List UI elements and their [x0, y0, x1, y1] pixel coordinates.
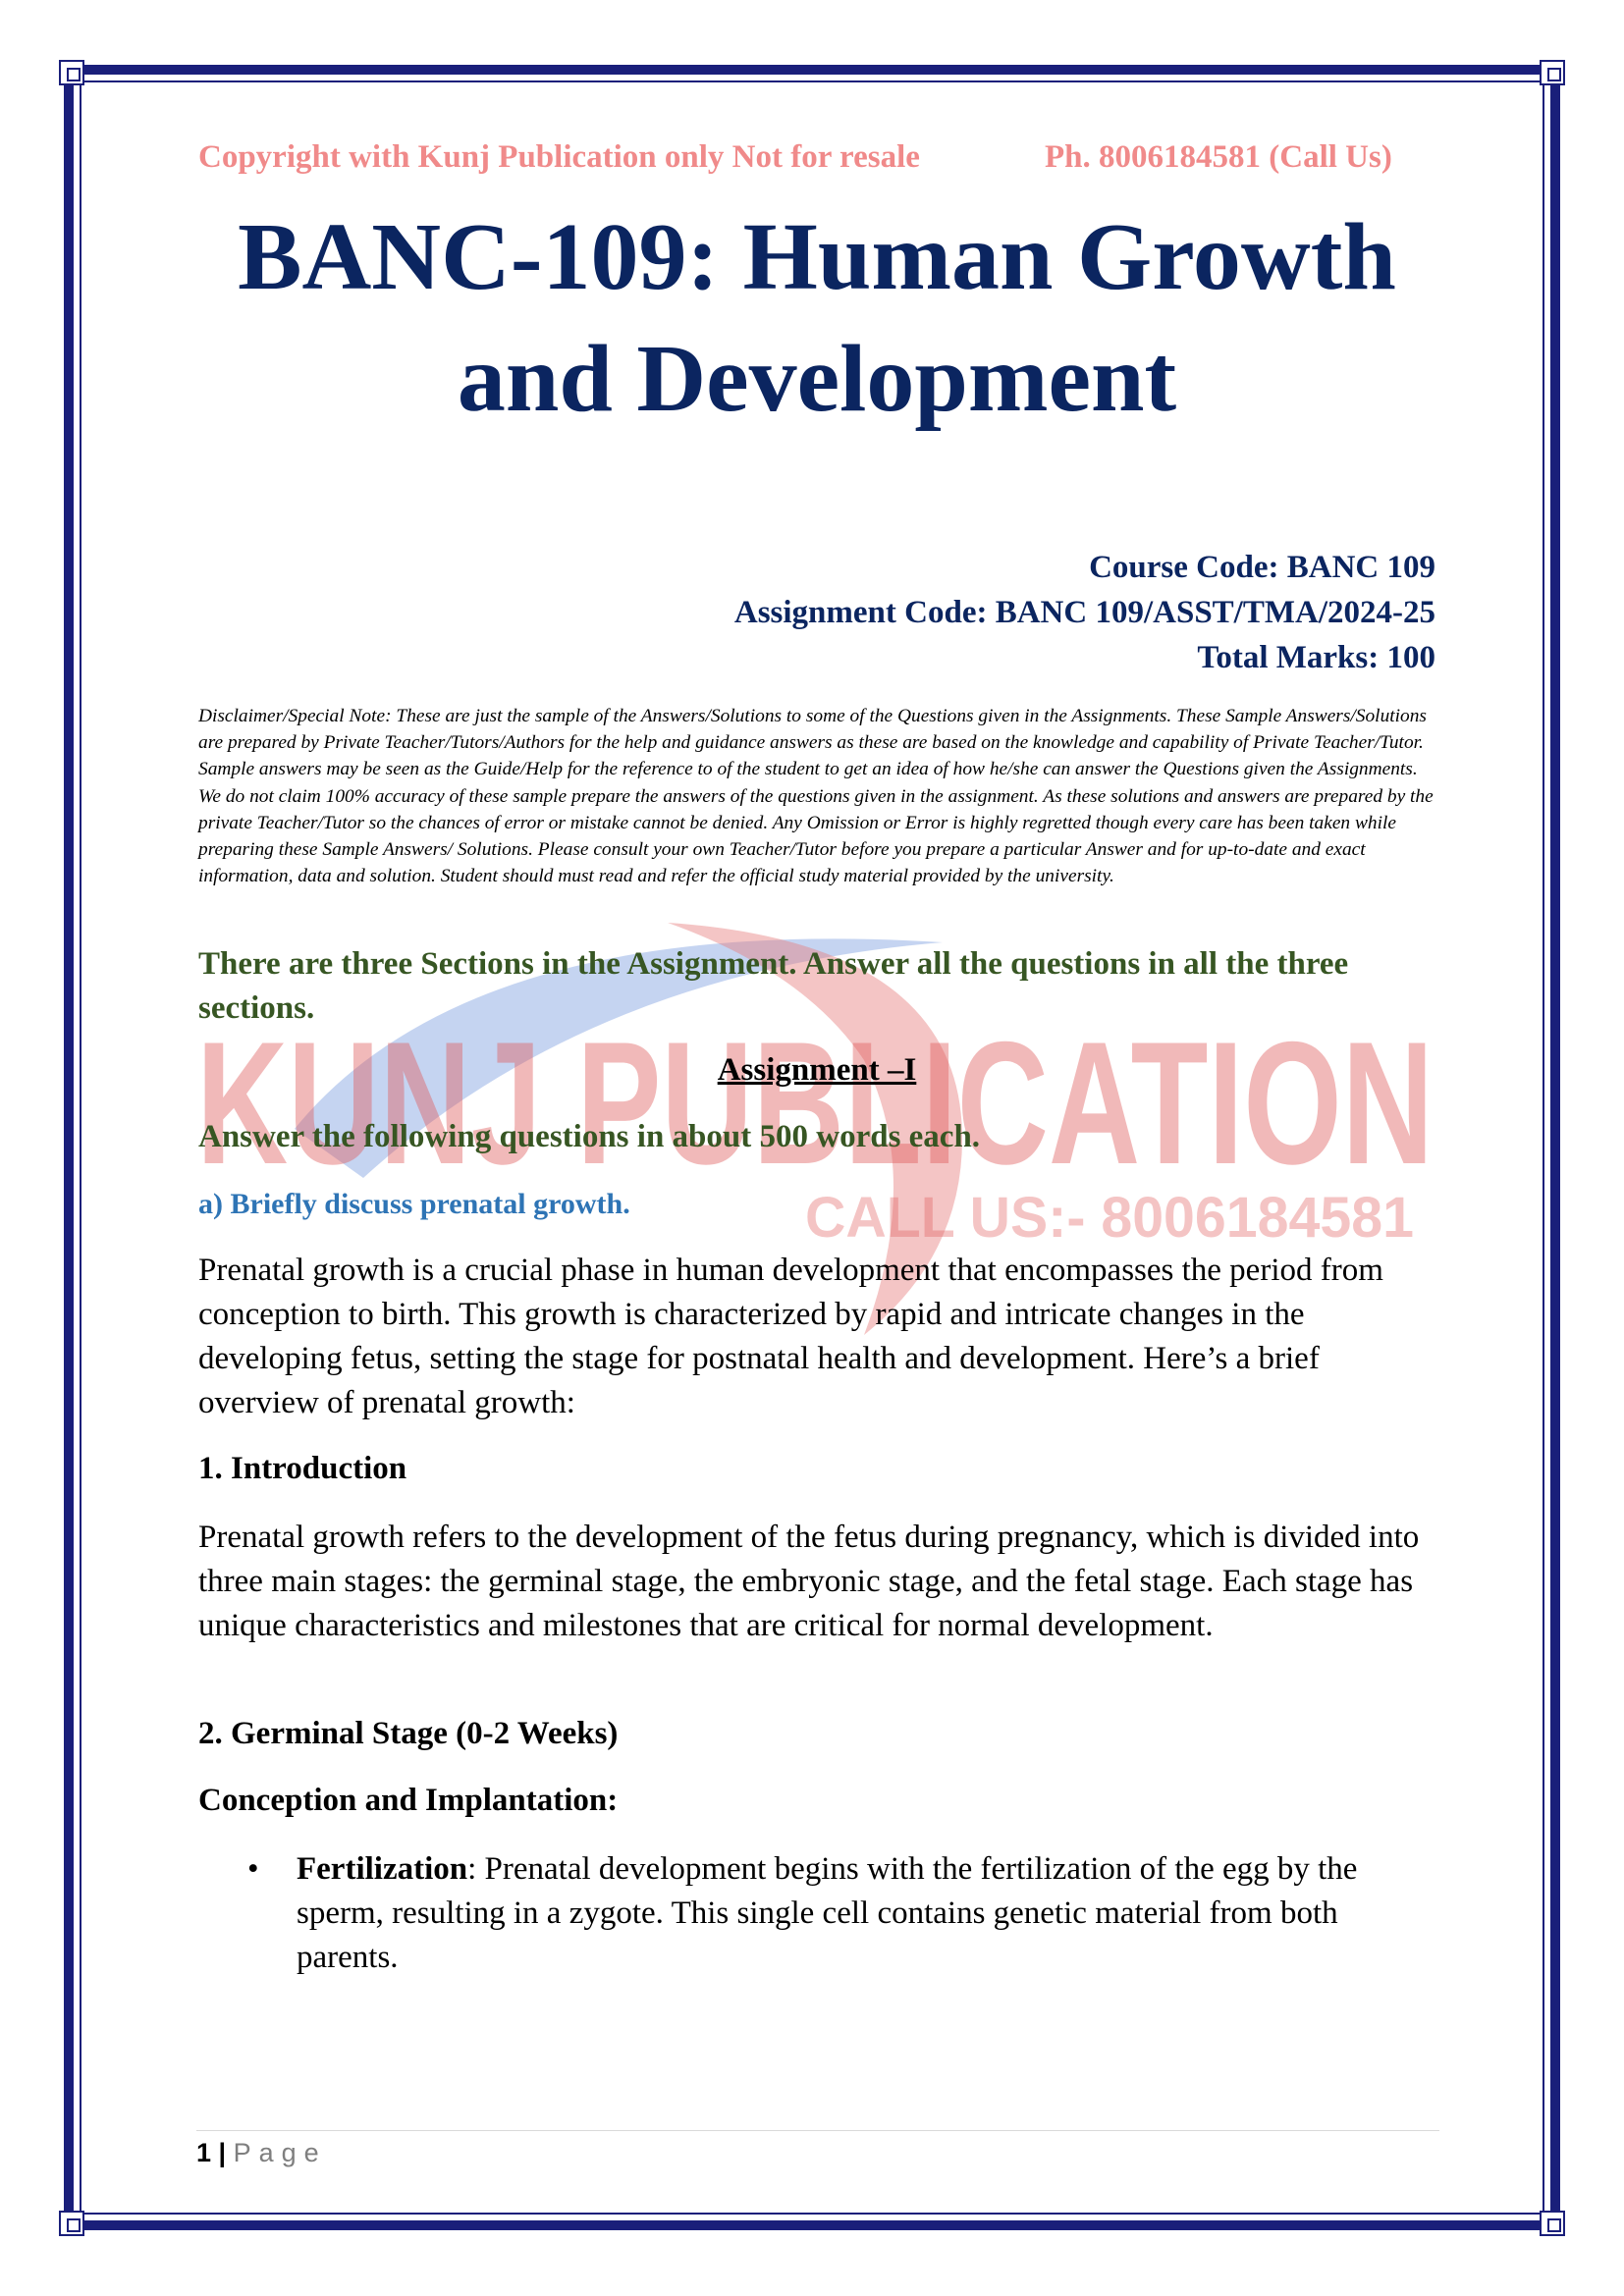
footer-divider	[196, 2130, 1439, 2131]
page-title	[198, 196, 1435, 440]
assignment-heading: Assignment –I	[717, 1052, 917, 1088]
bullet-text: : Prenatal development begins with the fertilization of the egg by the sperm, resulting in a zygote. This single cell contains genetic material from both parents.	[297, 1851, 1358, 1975]
page-label: Page	[233, 2138, 327, 2167]
corner-ornament-top-left	[59, 60, 84, 85]
bullet-marker: •	[247, 1851, 259, 1887]
page-number: 1	[196, 2138, 212, 2167]
section-1-paragraph: Prenatal growth refers to the development of the fetus during pregnancy, which is divided into three main stages: the germinal stage, the embryonic stage, and the fetal stage. Each stage has unique characteristics and milestones that are critical for normal development.	[198, 1520, 1420, 1643]
title-line-2: and Development	[457, 326, 1177, 432]
corner-ornament-top-right	[1540, 60, 1565, 85]
page-footer	[196, 2138, 327, 2168]
section-2-subheading: Conception and Implantation:	[198, 1783, 619, 1818]
question-a: a) Briefly discuss prenatal growth.	[198, 1188, 630, 1220]
intro-paragraph: Prenatal growth is a crucial phase in human development that encompasses the period from conception to birth. This growth is characterized by rapid and intricate changes in the developing fetus, setting the stage for postnatal health and development. Here’s a brief overview of prenatal growth:	[198, 1253, 1383, 1420]
title-line-1: BANC-109: Human Growth	[238, 204, 1396, 310]
answer-instruction: Answer the following questions in about 500 words each.	[198, 1119, 981, 1154]
section-1-heading: 1. Introduction	[198, 1451, 407, 1486]
watermark-text-main: KUNJ PUBLICATION	[196, 1005, 1434, 1201]
copyright-line	[198, 139, 1435, 176]
corner-ornament-bottom-left	[59, 2211, 84, 2236]
footer-separator: |	[218, 2138, 227, 2167]
course-code: Course Code: BANC 109	[1089, 550, 1435, 585]
bullet-fertilization	[297, 1847, 1435, 1980]
total-marks: Total Marks: 100	[1197, 640, 1435, 675]
corner-ornament-bottom-right	[1540, 2211, 1565, 2236]
bullet-term: Fertilization	[297, 1851, 468, 1887]
watermark-text-phone: CALL US:- 8006184581	[805, 1186, 1414, 1250]
section-2-heading: 2. Germinal Stage (0-2 Weeks)	[198, 1716, 619, 1751]
copyright-text: Copyright with Kunj Publication only Not for resale	[198, 139, 920, 175]
phone-text: Ph. 8006184581 (Call Us)	[1045, 139, 1392, 175]
sections-instruction: There are three Sections in the Assignment. Answer all the questions in all the three sections.	[198, 946, 1349, 1026]
disclaimer-note: Disclaimer/Special Note: These are just the sample of the Answers/Solutions to some of the Questions given in the Assignments. These Sample Answers/Solutions are prepared by Private Teacher/Tutors/Authors for the help and guidance answers as these are based on the knowledge and capability of Private Teacher/Tutor. Sample answers may be seen as the Guide/Help for the reference to of the student to get an idea of how he/she can answer the Questions given the Assignments. We do not claim 100% accuracy of these sample prepare the answers of the questions given in the assignment. As these solutions and answers are prepared by the private Teacher/Tutor so the chances of error or mistake cannot be denied. Any Omission or Error is highly regretted though every care has been taken while preparing these Sample Answers/ Solutions. Please consult your own Teacher/Tutor before you prepare a particular Answer and for up-to-date and exact information, data and solution. Student should must read and refer the official study material provided by the university.	[198, 706, 1434, 887]
assignment-code: Assignment Code: BANC 109/ASST/TMA/2024-25	[733, 595, 1435, 630]
